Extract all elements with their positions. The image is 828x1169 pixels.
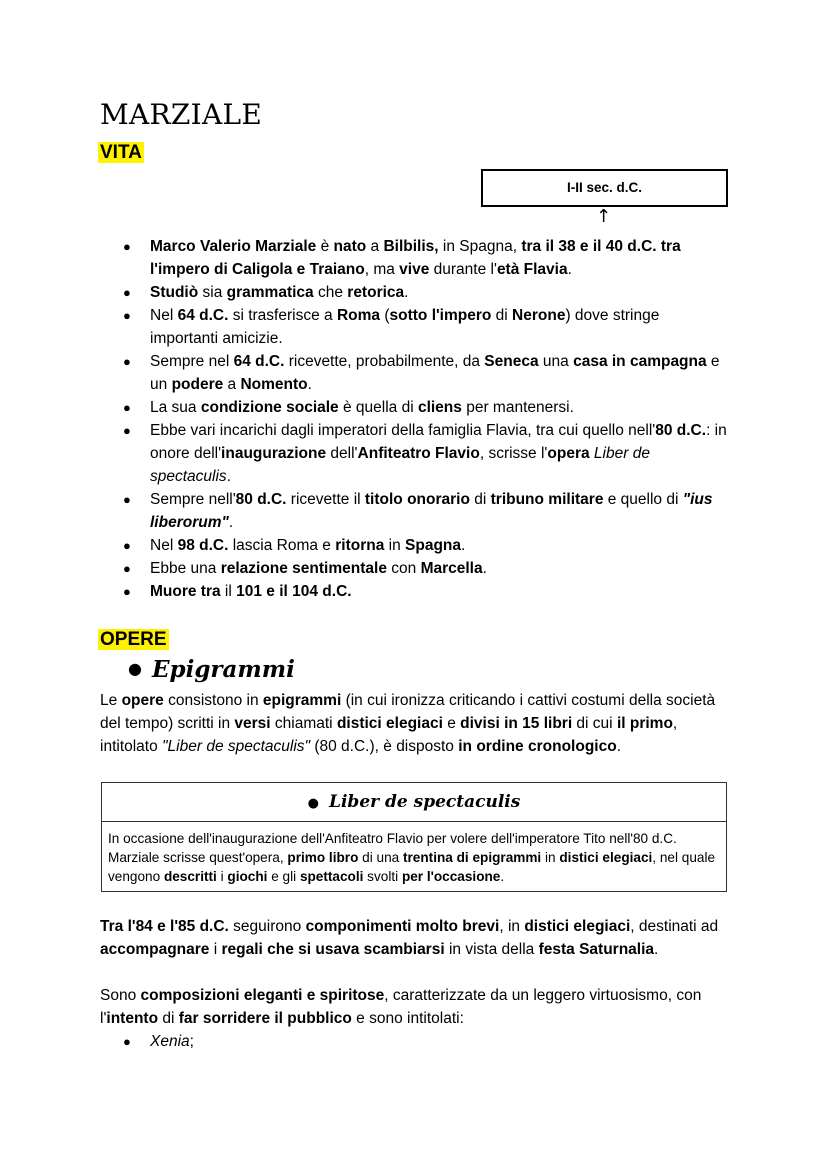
opere-highlight: OPERE [100,629,167,650]
date-box: I-II sec. d.C. [481,169,728,207]
bullet-icon: ● [123,1034,131,1049]
subheading-epigrammi [128,655,295,687]
section-heading-opere [98,628,169,651]
up-arrow-icon: ↑ [596,206,612,227]
epigrammi-label: Epigrammi [151,656,295,683]
liber-box [101,782,727,892]
paragraph-saturnalia: Tra l'84 e l'85 d.C. seguirono componimenti molto brevi, in distici elegiaci, destinati ad accompagnare i regali che si usava scambiarsi in vista della festa Saturnalia. [100,918,719,958]
liber-box-body: In occasione dell'inaugurazione dell'Anfiteatro Flavio per volere dell'imperatore Tito nell'80 d.C. Marziale scrisse quest'opera, primo libro di una trentina di epigrammi in distici elegiaci, nel quale vengono descritti i giochi e gli spettacoli svolti per l'occasione. [108,831,716,884]
liber-box-heading: ● Liber de spectaculis [102,783,726,822]
list-item: ● Nel 98 d.C. lascia Roma e ritorna in Spagna. [150,534,730,557]
vita-list [123,235,730,603]
list-item: ● Sempre nell'80 d.C. ricevette il titolo onorario di tribuno militare e quello di "ius liberorum". [150,488,730,534]
bullet-icon: ● [307,796,320,811]
titles-list [123,1030,194,1053]
list-item: ● Muore tra il 101 e il 104 d.C. [150,580,730,603]
bullet-icon: ● [123,400,131,415]
list-item: ● Studiò sia grammatica che retorica. [150,281,730,304]
bullet-icon: ● [123,584,131,599]
bullet-icon: ● [123,492,131,507]
bullet-icon: ● [123,285,131,300]
list-item: ● Sempre nel 64 d.C. ricevette, probabilmente, da Seneca una casa in campagna e un podere a Nomento. [150,350,730,396]
list-item: ● Ebbe vari incarichi dagli imperatori della famiglia Flavia, tra cui quello nell'80 d.C.: in onore dell'inaugurazione dell'Anfiteatro Flavio, scrisse l'opera Liber de spectaculis. [150,419,730,488]
vita-highlight: VITA [100,142,142,163]
list-item: ● Ebbe una relazione sentimentale con Marcella. [150,557,730,580]
bullet-icon: ● [123,354,131,369]
paragraph-composizioni: Sono composizioni eleganti e spiritose, caratterizzate da un leggero virtuosismo, con l'intento di far sorridere il pubblico e sono intitolati: [100,987,702,1027]
bullet-icon: ● [123,423,131,438]
page-title: MARZIALE [100,98,263,131]
bullet-icon: ● [123,308,131,323]
list-item: ● Marco Valerio Marziale è nato a Bilbilis, in Spagna, tra il 38 e il 40 d.C. tra l'impero di Caligola e Traiano, ma vive durante l'età Flavia. [150,235,730,281]
bullet-icon: ● [123,538,131,553]
list-item: ● La sua condizione sociale è quella di cliens per mantenersi. [150,396,730,419]
bullet-icon: ● [123,561,131,576]
paragraph-opere: Le opere consistono in epigrammi (in cui ironizza criticando i cattivi costumi della società del tempo) scritti in versi chiamati distici elegiaci e divisi in 15 libri di cui il primo, intitolato "Liber de spectaculis" (80 d.C.), è disposto in ordine cronologico. [100,692,716,755]
bullet-icon: ● [123,239,131,254]
bullet-icon: ● [128,659,142,678]
section-heading-vita [98,141,144,164]
list-item: ● Xenia; [150,1030,194,1053]
list-item: ● Nel 64 d.C. si trasferisce a Roma (sotto l'impero di Nerone) dove stringe importanti amicizie. [150,304,730,350]
